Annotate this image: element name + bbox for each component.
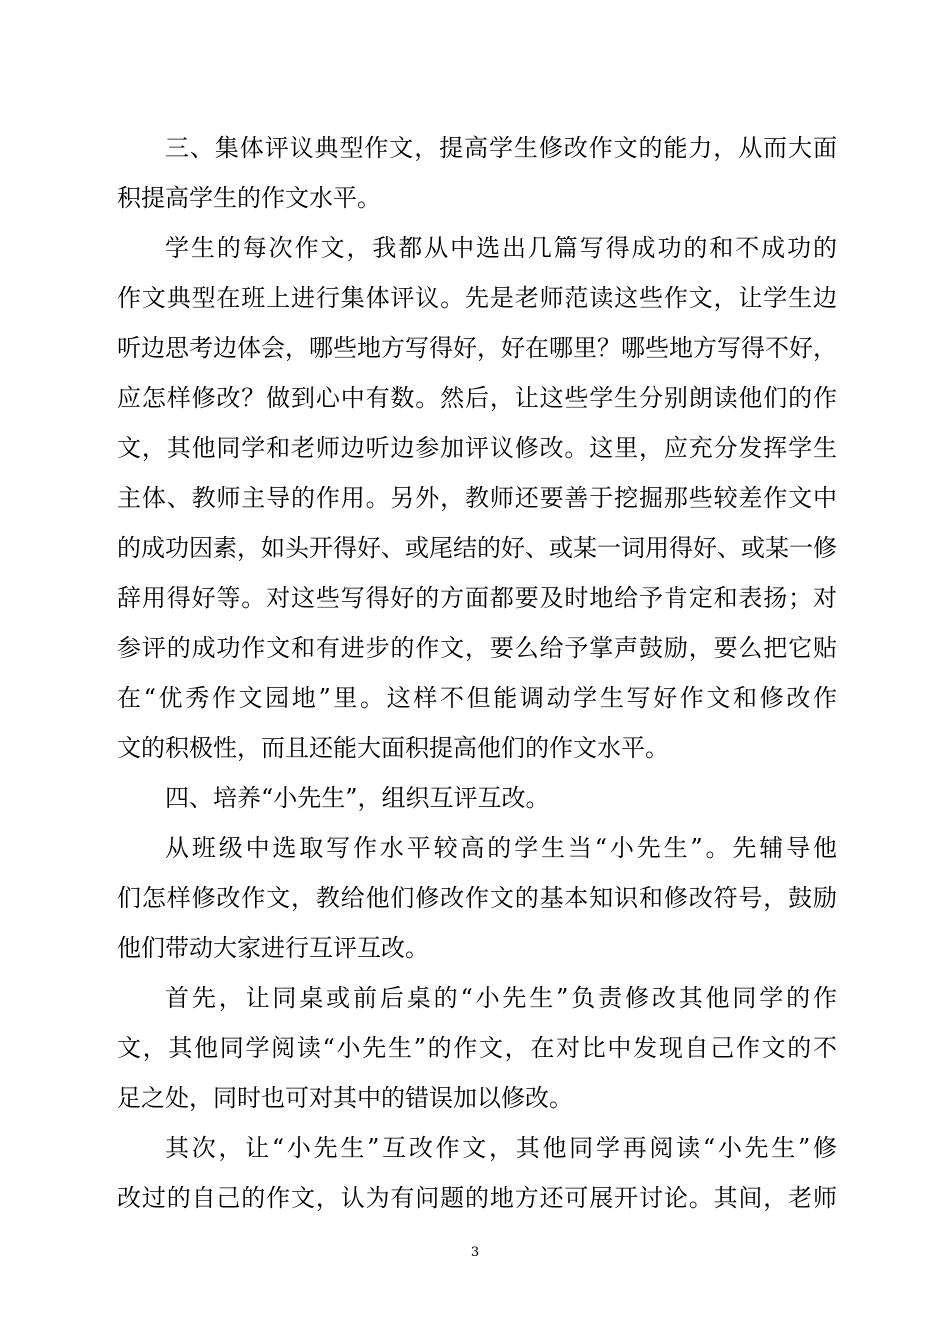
text-line: 足之处，同时也可对其中的错误加以修改。 — [117, 1084, 573, 1112]
text-line: 积提高学生的作文水平。 — [117, 184, 381, 212]
text-line: 的成功因素，如头开得好、或尾结的好、或某一词用得好、或某一修 — [117, 534, 837, 562]
text-line: 三、集体评议典型作文，提高学生修改作文的能力，从而大面 — [165, 134, 837, 162]
text-line: 其次，让“小先生”互改作文，其他同学再阅读“小先生”修 — [165, 1134, 837, 1162]
text-line: 作文典型在班上进行集体评议。先是老师范读这些作文，让学生边 — [117, 284, 837, 312]
text-line: 改过的自己的作文，认为有问题的地方还可展开讨论。其间，老师 — [117, 1184, 837, 1212]
text-line: 他们带动大家进行互评互改。 — [117, 934, 429, 962]
text-line: 从班级中选取写作水平较高的学生当“小先生”。先辅导他 — [165, 834, 837, 862]
text-line: 参评的成功作文和有进步的作文，要么给予掌声鼓励，要么把它贴 — [117, 634, 837, 662]
text-line: 在“优秀作文园地”里。这样不但能调动学生写好作文和修改作 — [117, 684, 837, 712]
text-line: 主体、教师主导的作用。另外，教师还要善于挖掘那些较差作文中 — [117, 484, 837, 512]
text-line: 文的积极性，而且还能大面积提高他们的作文水平。 — [117, 734, 669, 762]
text-line: 辞用得好等。对这些写得好的方面都要及时地给予肯定和表扬；对 — [117, 584, 837, 612]
text-line: 们怎样修改作文，教给他们修改作文的基本知识和修改符号，鼓励 — [117, 884, 837, 912]
text-line: 学生的每次作文，我都从中选出几篇写得成功的和不成功的 — [165, 234, 837, 262]
text-line: 文，其他同学阅读“小先生”的作文，在对比中发现自己作文的不 — [117, 1034, 837, 1062]
text-line: 文，其他同学和老师边听边参加评议修改。这里，应充分发挥学生 — [117, 434, 837, 462]
text-line: 听边思考边体会，哪些地方写得好，好在哪里？哪些地方写得不好， — [117, 334, 837, 362]
section-heading: 四、培养“小先生”，组织互评互改。 — [165, 784, 550, 812]
text-line: 首先，让同桌或前后桌的“小先生”负责修改其他同学的作 — [165, 984, 837, 1012]
page-number: 3 — [470, 1245, 480, 1260]
text-line: 应怎样修改？做到心中有数。然后，让这些学生分别朗读他们的作 — [117, 384, 837, 412]
